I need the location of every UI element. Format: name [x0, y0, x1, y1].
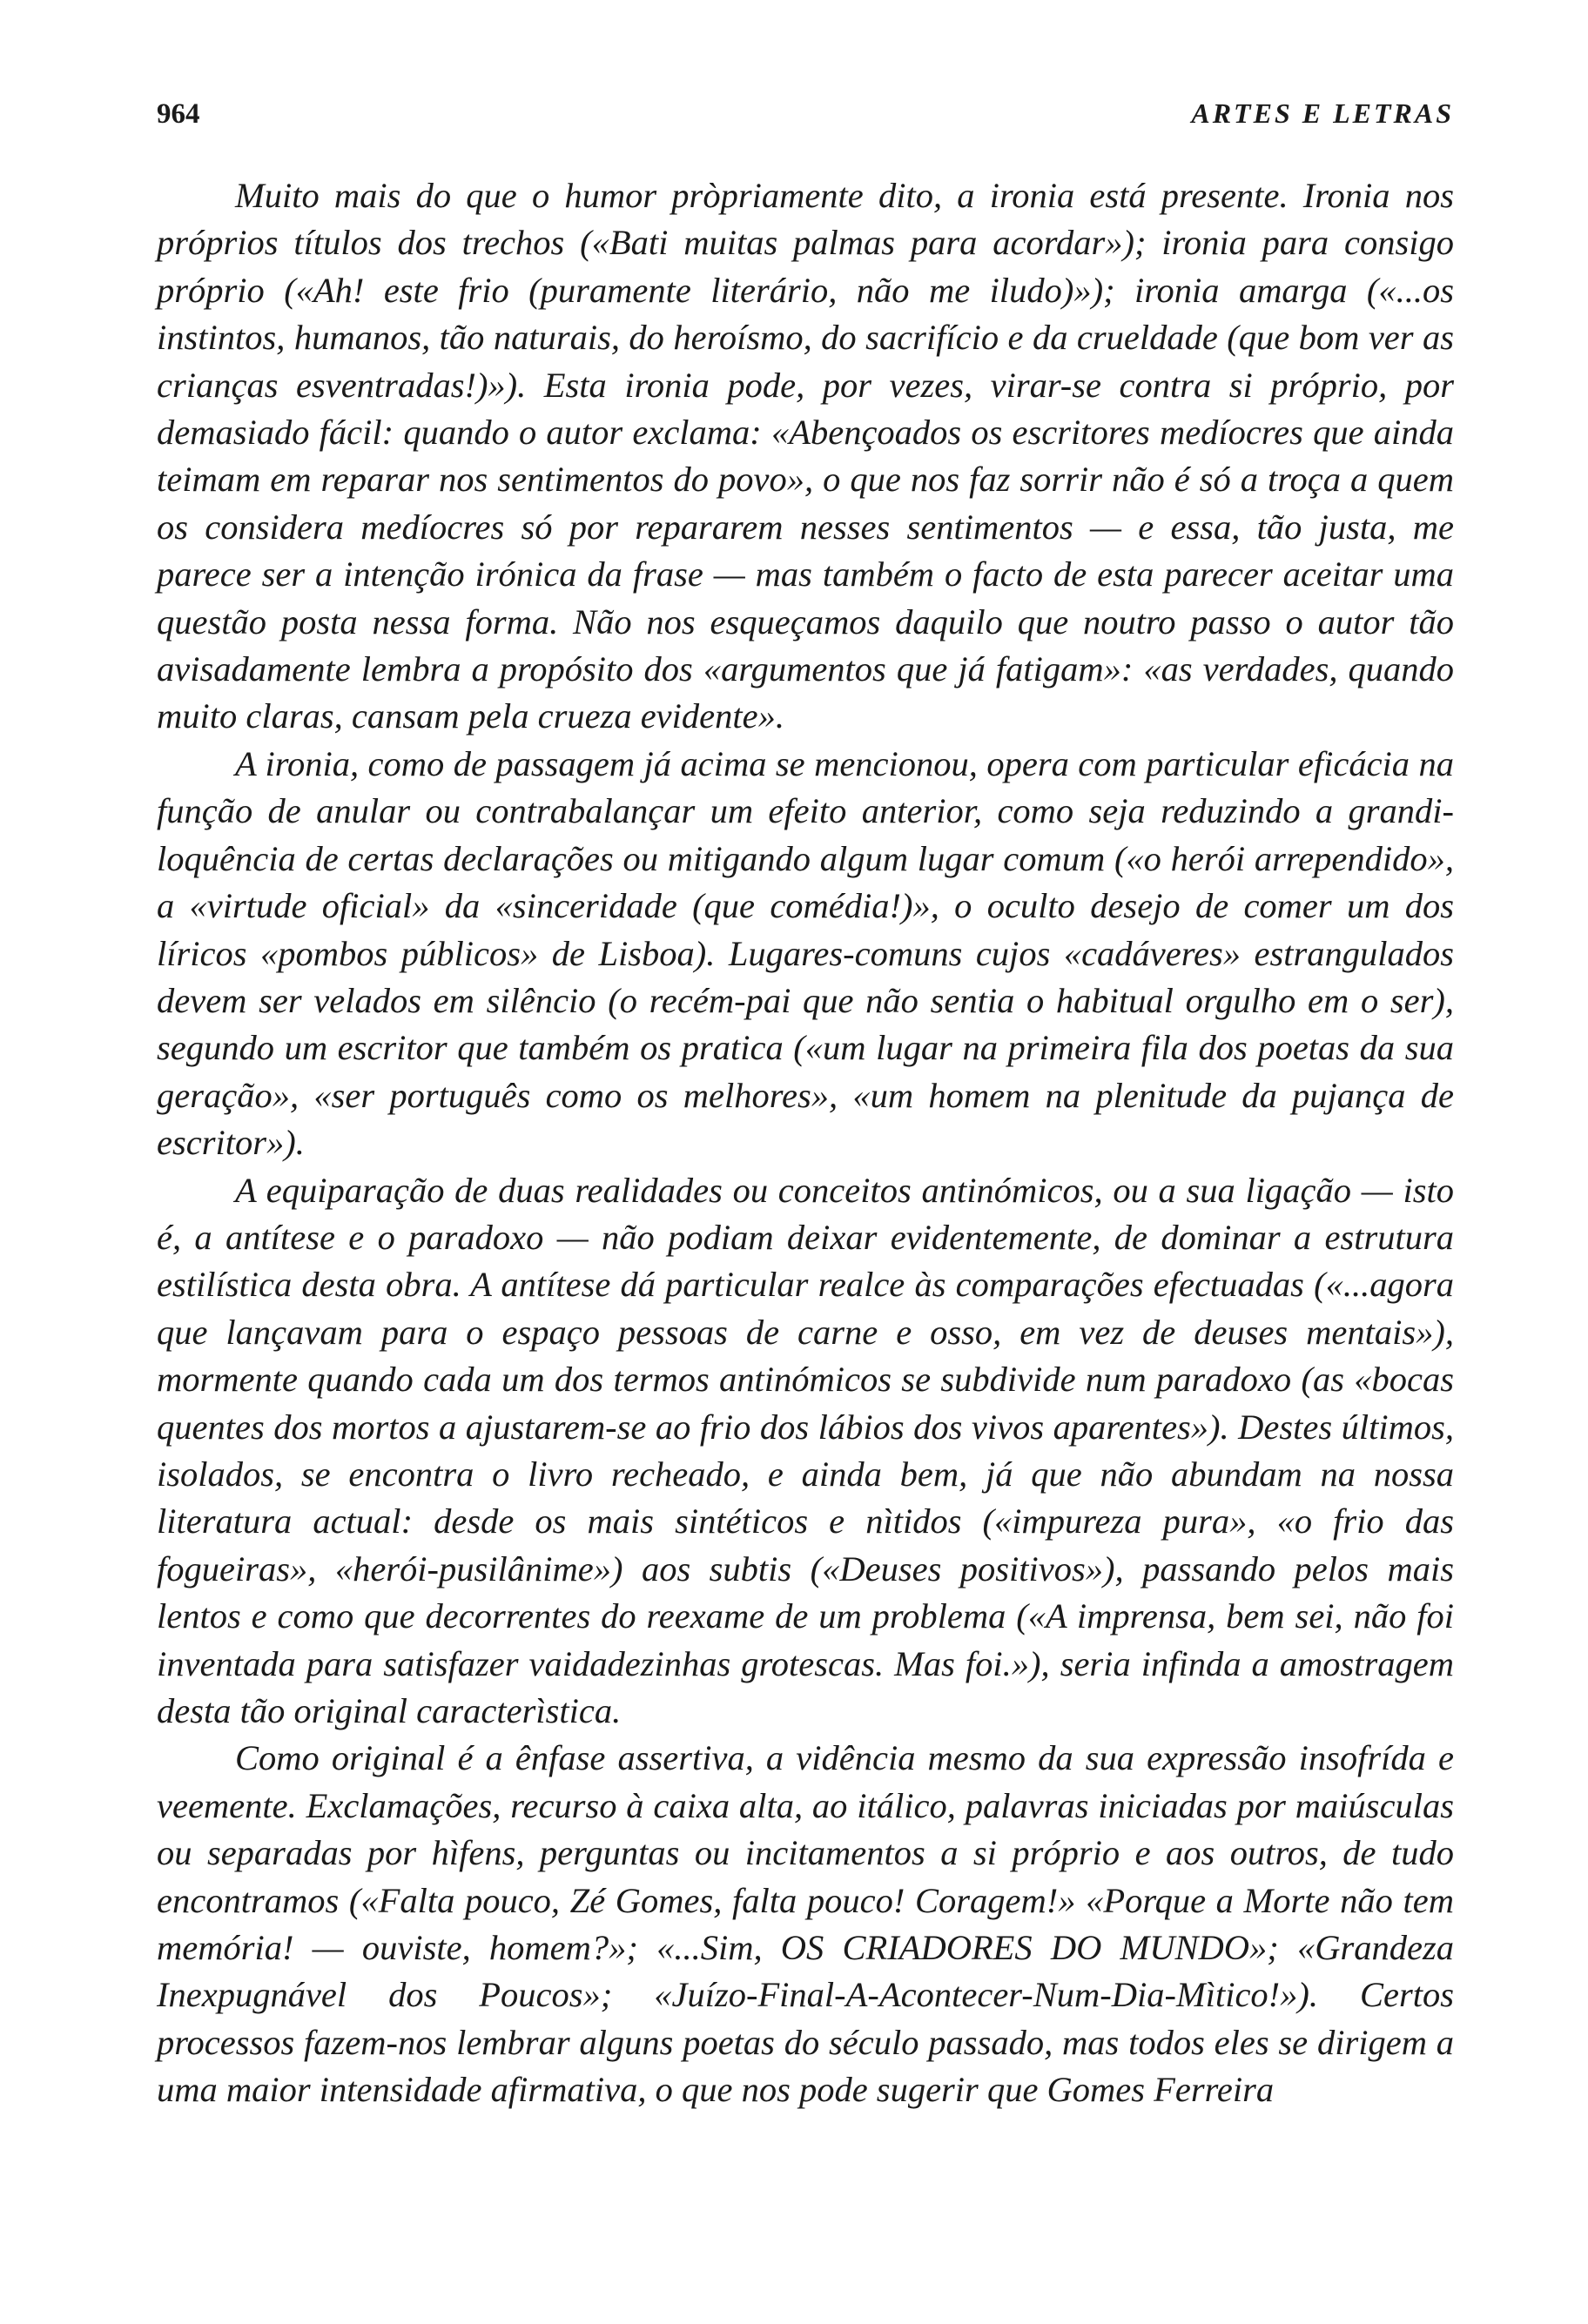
article-body	[157, 172, 1454, 2114]
journal-title: ARTES E LETRAS	[1191, 97, 1454, 129]
paragraph-emphasis: Como original é a ênfase assertiva, a vidência mesmo da sua expressão insofrída e veemente. Exclamações, recurso à caixa alta, ao itálico, palavras iniciadas por maiúsculas ou separadas por hìfens, perguntas ou incitamentos a si próprio e aos outros, de tudo encontramos («Falta pouco, Zé Gomes, falta pouco! Coragem!» «Porque a Morte não tem memória! — ouviste, homem?»; «...Sim, OS CRIADORES DO MUNDO»; «Grandeza Inexpugnável dos Poucos»; «Juízo-Final-A-Acontecer-Num-Dia-Mìtico!»). Certos processos fazem-nos lembrar alguns poetas do século passado, mas todos eles se dirigem a uma maior intensidade afirmativa, o que nos pode sugerir que Gomes Ferreira	[157, 1738, 1454, 2110]
page-number: 964	[157, 98, 200, 130]
paragraph-irony-function: A ironia, como de passagem já acima se mencionou, opera com particular eficácia na função de anular ou contrabalançar um efeito anterior, como seja reduzindo a grandiloquência de certas declarações ou mitigando algum lugar comum («o herói arrependido», a «virtude oficial» da «sinceridade (que comédia!)», o oculto desejo de comer um dos líricos «pombos públicos» de Lisboa). Lugares-comuns cujos «cadáveres» estrangulados devem ser velados em silêncio (o recém-pai que não sentia o habitual orgulho em o ser), segundo um escritor que também os pratica («um lugar na primeira fila dos poetas da sua geração», «ser português como os melhores», «um homem na plenitude da pujança de escritor»).	[157, 743, 1454, 1163]
running-head	[157, 97, 1454, 150]
paragraph-antithesis: A equiparação de duas realidades ou conceitos antinómicos, ou a sua ligação — isto é, a antítese e o paradoxo — não podiam deixar evidentemente, de dominar a estrutura estilística desta obra. A antítese dá particular realce às comparações efectuadas («...agora que lançavam para o espaço pessoas de carne e osso, em vez de deuses mentais»), mormente quando cada um dos termos antinómicos se subdivide num paradoxo (as «bocas quentes dos mortos a ajustarem-se ao frio dos lábios dos vivos aparentes»). Destes últimos, isolados, se encontra o livro recheado, e ainda bem, já que não abundam na nossa literatura actual: desde os mais sintéticos e nìtidos («impureza pura», «o frio das fogueiras», «herói-pusilânime») aos subtis («Deuses positivos»), passando pelos mais lentos e como que decorrentes do reexame de um problema («A imprensa, bem sei, não foi inventada para satisfazer vaidadezinhas grotescas. Mas foi.»), seria infinda a amostragem desta tão original caracterìstica.	[157, 1170, 1454, 1730]
paragraph-irony: Muito mais do que o humor pròpriamente dito, a ironia está presente. Ironia nos próprios títulos dos trechos («Bati muitas palmas para acordar»); ironia para consigo próprio («Ah! este frio (puramente literário, não me iludo)»); ironia amarga («...os instintos, humanos, tão naturais, do heroísmo, do sacrifício e da crueldade (que bom ver as crianças esventradas!)»). Esta ironia pode, por vezes, virar-se contra si próprio, por demasiado fácil: quando o autor exclama: «Abençoados os escritores medíocres que ainda teimam em reparar nos sentimentos do povo», o que nos faz sorrir não é só a troça a quem os considera medíocres só por repararem nesses sentimentos — e essa, tão justa, me parece ser a intenção irónica da frase — mas também o facto de esta parecer aceitar uma questão posta nessa forma. Não nos esqueçamos daquilo que noutro passo o autor tão avisadamente lembra a propósito dos «argumentos que já fatigam»: «as verdades, quando muito claras, cansam pela crueza evidente».	[157, 176, 1454, 736]
page	[157, 97, 1454, 2114]
